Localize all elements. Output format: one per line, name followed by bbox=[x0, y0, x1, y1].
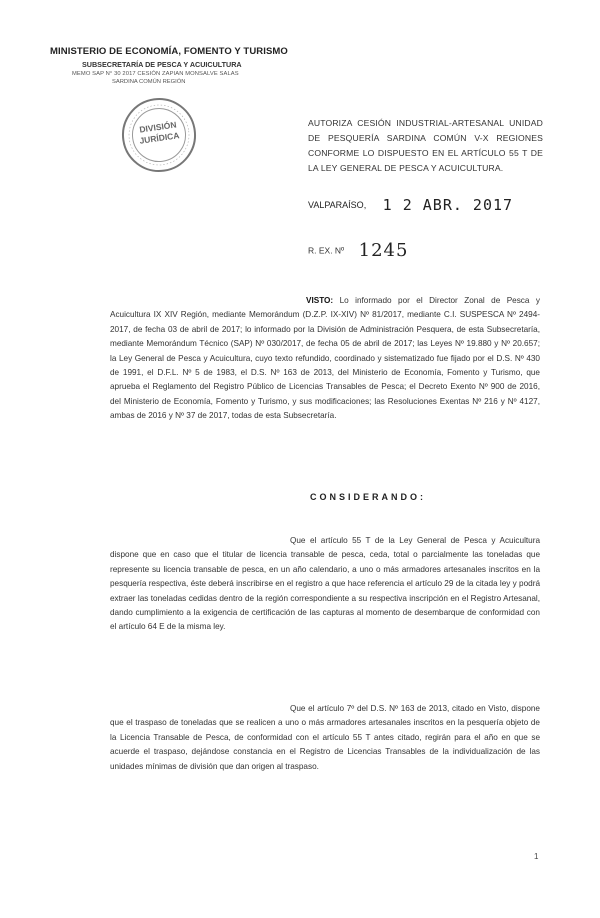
resolution-subject: AUTORIZA CESIÓN INDUSTRIAL-ARTESANAL UNIDAD DE PESQUERÍA SARDINA COMÚN V-X REGIONES CONFORME LO DISPUESTO EN EL ARTÍCULO 55 T DE LA LEY GENERAL DE PESCA Y ACUICULTURA. bbox=[308, 118, 543, 173]
visto-paragraph bbox=[110, 294, 540, 424]
stamp-line-1: DIVISIÓN bbox=[138, 119, 178, 135]
place: VALPARAÍSO, bbox=[308, 200, 367, 210]
page-number: 1 bbox=[534, 852, 539, 861]
place-date bbox=[308, 196, 513, 214]
memo-reference: MEMO SAP N° 30 2017 CESIÓN ZAPIAN MONSALVE SALAS bbox=[72, 71, 239, 77]
resolution-number-label: R. EX. Nº bbox=[308, 245, 345, 256]
date-stamp: 1 2 ABR. 2017 bbox=[382, 196, 514, 214]
considerando-heading: CONSIDERANDO: bbox=[310, 492, 427, 502]
visto-label: VISTO: bbox=[306, 296, 334, 305]
subsecretaria-name: SUBSECRETARÍA DE PESCA Y ACUICULTURA bbox=[82, 60, 242, 69]
stamp-line-2: JURÍDICA bbox=[138, 130, 180, 146]
considerando-paragraph-2: Que el artículo 7º del D.S. Nº 163 de 2013, citado en Visto, dispone que el traspaso de toneladas que se realicen a uno o más armadores artesanales inscritos en la pesquería objeto de la Licencia Transable de Pesca, de conformidad con el artículo 55 T antes citado, regirán para el año en que se acuerde el traspaso, dejándose constancia en el Registro de Licencias Transables de la individualización de las unidades mínimas de división que dan origen al traspaso. bbox=[110, 704, 540, 771]
division-juridica-stamp bbox=[117, 93, 201, 177]
visto-text: Lo informado por el Director Zonal de Pesca y Acuicultura IX XIV Región, mediante Memorándum (D.Z.P. IX-XIV) Nº 81/2017, mediante C.I. SUSPESCA Nº 2494-2017, de fecha 03 de abril de 2017; lo informado por la División de Administración Pesquera, de esta Subsecretaría, mediante Memorándum Técnico (SAP) Nº 030/2017, de fecha 05 de abril de 2017; las Leyes Nº 19.880 y Nº 20.657; la Ley General de Pesca y Acuicultura, cuyo texto refundido, coordinado y sistematizado fue fijado por el D.S. Nº 430 de 1991, el D.F.L. Nº 5 de 1983, el D.S. Nº 163 de 2013, del Ministerio de Economía, Fomento y Turismo, que aprueba el Reglamento del Registro Público de Licencias Transables de Pesca; el Decreto Exento Nº 900 de 2016, del Ministerio de Economía, Fomento y Turismo, y sus modificaciones; las Resoluciones Exentas Nº 216 y Nº 4127, ambas de 2016 y Nº 37 de 2017, todas de esta Subsecretaría. bbox=[110, 296, 540, 421]
resolution-number-value: 1245 bbox=[358, 240, 409, 261]
resolution-number bbox=[308, 240, 408, 261]
memo-reference-2: SARDINA COMÚN REGIÓN bbox=[112, 79, 186, 85]
letterhead bbox=[50, 46, 290, 85]
considerando-paragraph-1: Que el artículo 55 T de la Ley General de Pesca y Acuicultura dispone que en caso que el titular de licencia transable de pesca, ceda, total o parcialmente las toneladas que represente su licencia transable de pesca, en un año calendario, a uno o más armadores artesanales inscritos en la pesquería respectiva, éste deberá inscribirse en el registro a que hace referencia el artículo 29 de la citada ley y podrá extraer las toneladas cedidas dentro de la región correspondiente a su respectiva inscripción en el Registro Artesanal, dando cumplimiento a la exigencia de certificación de las capturas al momento de desembarque de conformidad con el artículo 64 E de la misma ley. bbox=[110, 536, 540, 632]
ministry-name: MINISTERIO DE ECONOMÍA, FOMENTO Y TURISMO bbox=[50, 46, 288, 57]
